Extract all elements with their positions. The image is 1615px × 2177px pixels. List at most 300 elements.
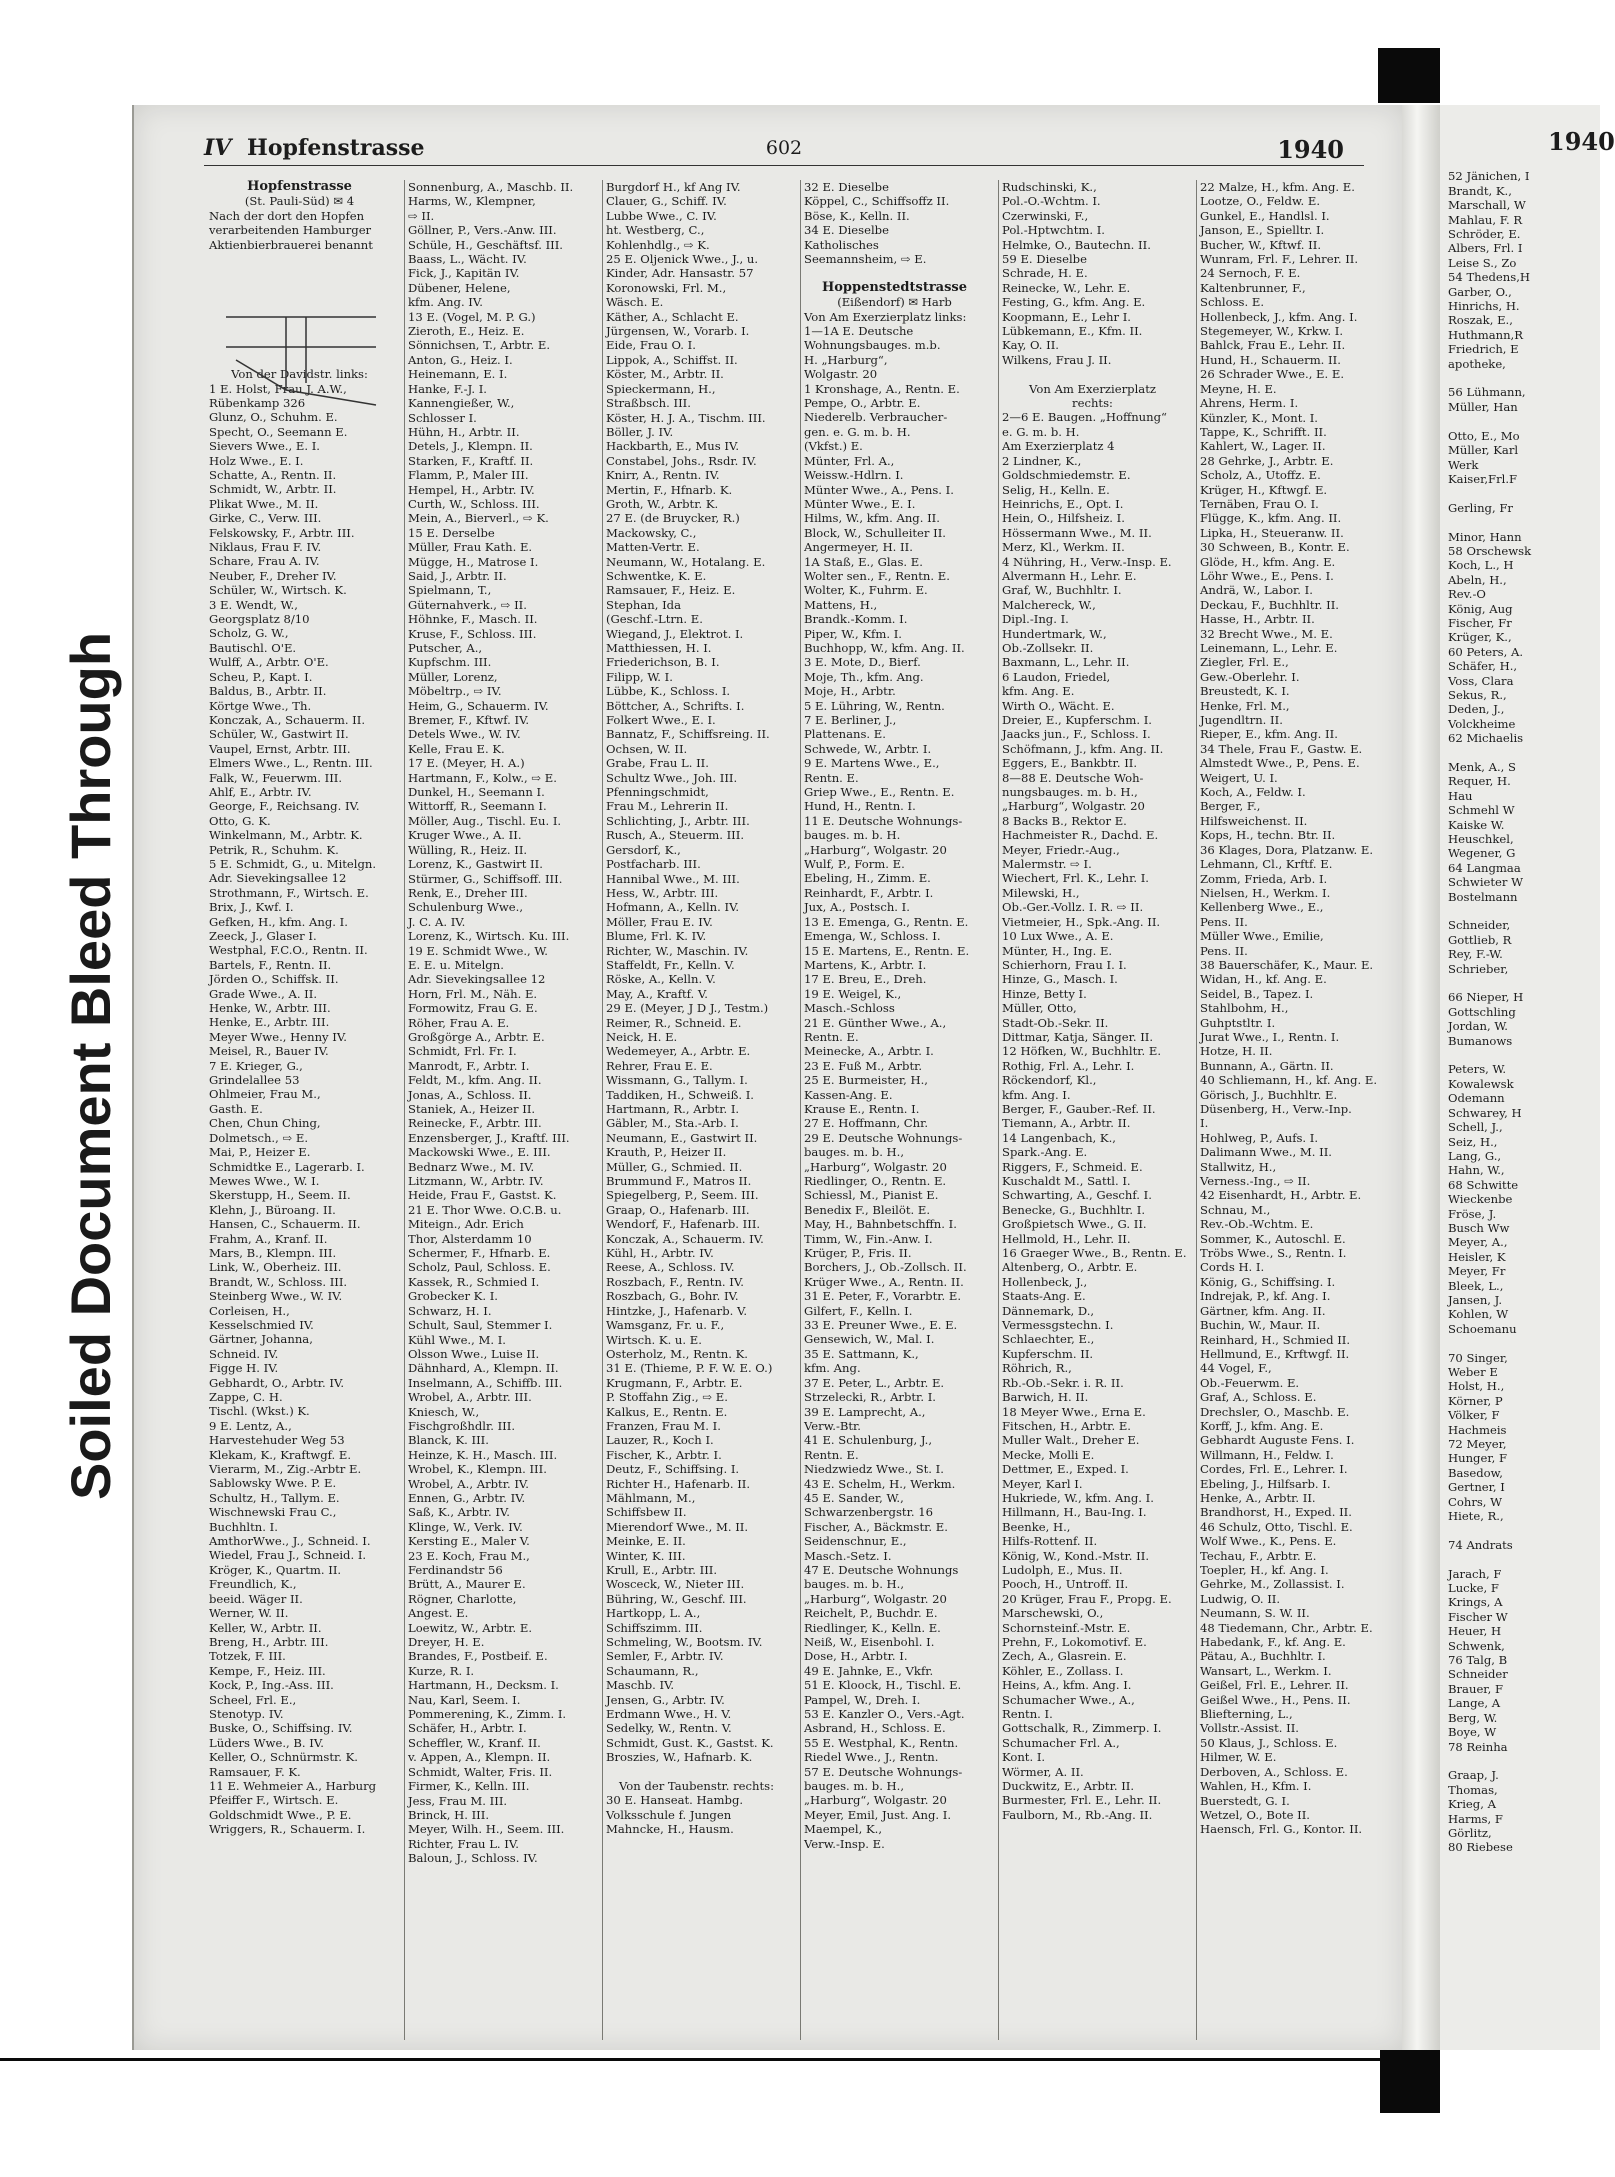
directory-entry: Ludolph, E., Mus. II. [1002, 1562, 1123, 1577]
directory-entry: Flügge, K., kfm. Ang. II. [1200, 511, 1342, 526]
top-right-black-bar [1378, 48, 1440, 103]
directory-entry: Gottschalk, R., Zimmerp. I. [1002, 1721, 1162, 1736]
directory-entry: Ahlf, E., Arbtr. IV. [209, 784, 312, 799]
directory-entry: Schmidt, Gust. K., Gastst. K. [606, 1735, 774, 1750]
directory-entry: kfm. Ang. [804, 1361, 861, 1376]
directory-entry: Neumann, W., Hotalang. E. [606, 554, 766, 569]
facing-page-entry: Requer, H. [1448, 774, 1511, 789]
directory-entry: Rieper, E., kfm. Ang. II. [1200, 727, 1338, 742]
facing-page-entry: 80 Riebese [1448, 1840, 1513, 1855]
directory-entry: 34 E. Dieselbe [804, 223, 889, 238]
facing-page-entry: Minor, Hann [1448, 529, 1522, 544]
directory-entry: Hess, W., Arbtr. III. [606, 885, 719, 900]
directory-entry: bauges. m. b. H., [804, 1577, 905, 1592]
directory-columns [206, 180, 1396, 2040]
directory-entry: Ternäben, Frau O. I. [1200, 496, 1319, 511]
directory-entry: Fick, J., Kapitän IV. [408, 266, 520, 281]
facing-page-entry: König, Aug [1448, 601, 1513, 616]
directory-entry: Korff, J., kfm. Ang. E. [1200, 1418, 1324, 1433]
directory-entry: Schwarting, A., Geschf. I. [1002, 1188, 1152, 1203]
street-map-diagram [216, 305, 386, 405]
directory-entry: Hackbarth, E., Mus IV. [606, 439, 740, 454]
directory-entry: Starken, F., Kraftf. II. [408, 453, 534, 468]
directory-entry: Ob.-Zollsekr. II. [1002, 640, 1094, 655]
directory-entry: Zappe, C. H. [209, 1390, 283, 1404]
directory-entry: Meyer, Wilh. H., Seem. III. [408, 1822, 565, 1837]
directory-entry: Nielsen, H., Werkm. I. [1200, 885, 1331, 900]
directory-entry: Röher, Frau A. E. [408, 1015, 510, 1030]
directory-entry: 8 Backs B., Rektor E. [1002, 813, 1127, 828]
directory-entry: Hilfsweichenst. II. [1200, 813, 1308, 828]
facing-page-entry: Graap, J. [1448, 1768, 1499, 1783]
directory-entry: 29 E. (Meyer, J D J., Testm.) [606, 1001, 769, 1016]
facing-page-entry: Müller, Han [1448, 399, 1518, 414]
directory-entry: Beenke, H., [1002, 1519, 1071, 1534]
directory-entry: Katholisches [804, 237, 879, 252]
directory-entry: 10 Lux Wwe., A. E. [1002, 929, 1114, 944]
directory-entry: Willmann, H., Feldw. I. [1200, 1447, 1334, 1462]
directory-entry: Buchhltn. I. [209, 1519, 278, 1534]
directory-entry: Dunkel, H., Seemann I. [408, 785, 545, 800]
directory-entry: Spiegelberg, P., Seem. III. [606, 1188, 759, 1203]
directory-entry: (St. Pauli-Süd) ✉ 4 [244, 194, 355, 209]
directory-entry: Aktienbierbrauerei benannt [209, 237, 373, 252]
facing-page-entry: Bleek, L., [1448, 1278, 1504, 1293]
facing-page-entry: Hachmeis [1448, 1422, 1507, 1437]
directory-entry: Heinze, K. H., Masch. III. [408, 1447, 558, 1462]
directory-entry: Ramsauer, F., Heiz. E. [606, 583, 736, 598]
facing-page-entry: Schell, J., [1448, 1120, 1503, 1135]
directory-entry: Wolf Wwe., K., Pens. E. [1200, 1534, 1337, 1549]
directory-entry: Böse, K., Kelln. II. [804, 208, 910, 223]
directory-entry: Faulborn, M., Rb.-Ang. II. [1002, 1807, 1153, 1822]
directory-entry: Schüler, W., Gastwirt II. [209, 727, 349, 742]
facing-page-entry: Gerling, Fr [1448, 500, 1513, 515]
directory-entry: Gersdorf, K., [606, 842, 681, 857]
directory-entry: 16 Graeger Wwe., B., Rentn. E. [1002, 1246, 1187, 1261]
directory-entry: Rudschinski, K., [1002, 180, 1097, 194]
directory-entry: 3 E. Mote, D., Bierf. [804, 655, 921, 670]
directory-entry: 19 E. Schmidt Wwe., W. [408, 943, 548, 958]
directory-entry: Meyer, Emil, Just. Ang. I. [804, 1807, 952, 1822]
directory-entry: Detels, J., Klempn. II. [408, 439, 533, 454]
directory-entry: Brandes, F., Postbeif. E. [408, 1649, 548, 1664]
directory-entry: Sommer, K., Autoschl. E. [1200, 1231, 1346, 1246]
directory-entry: Dännemark, D., [1002, 1303, 1095, 1318]
directory-entry: Grobecker K. I. [408, 1289, 498, 1304]
facing-page-entry: Schwenk, [1448, 1638, 1505, 1653]
facing-page-entry: 58 Orschewsk [1448, 543, 1532, 558]
facing-page-entry: Kaiske W. [1448, 817, 1505, 832]
directory-entry: Hollenbeck, J., [1002, 1274, 1088, 1289]
facing-page-entry: Otto, E., Mo [1448, 428, 1520, 443]
facing-page-entry [1448, 1754, 1598, 1768]
directory-entry: Krauth, P., Heizer II. [606, 1145, 727, 1160]
directory-entry: Fischer, K., Arbtr. I. [606, 1447, 722, 1462]
facing-page-entry: 68 Schwitte [1448, 1177, 1519, 1192]
directory-entry: Putscher, A., [408, 641, 483, 655]
facing-page-entry: Krüger, K., [1448, 630, 1512, 645]
directory-entry: Schatte, A., Rentn. II. [209, 468, 337, 482]
directory-entry: Kupfschm. III. [408, 655, 492, 670]
directory-entry: Friederichson, B. I. [606, 655, 720, 670]
directory-entry: Guhptstltr. I. [1200, 1015, 1276, 1030]
directory-entry: 39 E. Lamprecht, A., [804, 1404, 926, 1419]
directory-entry: Stadt-Ob.-Sekr. II. [1002, 1015, 1109, 1030]
directory-entry: Baloun, J., Schloss. IV. [408, 1851, 538, 1866]
directory-entry: Schüle, H., Geschäftsf. III. [408, 237, 563, 252]
facing-page-entry: 60 Peters, A. [1448, 644, 1524, 659]
directory-entry: Tiemann, A., Arbtr. II. [1002, 1116, 1131, 1131]
directory-entry: Steinberg Wwe., W. IV. [209, 1289, 343, 1304]
facing-page-entry: Rey, F.-W. [1448, 947, 1503, 962]
directory-entry: Reichelt, P., Buchdr. E. [804, 1606, 938, 1621]
directory-entry: Zeeck, J., Glaser I. [209, 929, 317, 943]
directory-entry: Masch.-Setz. I. [804, 1548, 892, 1563]
directory-entry: Grindelallee 53 [209, 1073, 300, 1088]
facing-page-entry [1448, 371, 1598, 385]
directory-entry: Am Exerzierplatz 4 [1002, 439, 1115, 454]
directory-entry: Wiegand, J., Elektrot. I. [606, 626, 744, 641]
directory-entry: Selig, H., Kelln. E. [1002, 482, 1110, 497]
directory-entry: Knirr, A., Rentn. IV. [606, 468, 720, 483]
directory-entry: Schornsteinf.-Mstr. E. [1002, 1620, 1131, 1635]
directory-entry: Kniesch, W., [408, 1404, 480, 1419]
directory-entry: Baldus, B., Arbtr. II. [209, 684, 327, 699]
directory-entry: Pampel, W., Dreh. I. [804, 1692, 921, 1707]
directory-entry: Kelle, Frau E. K. [408, 741, 505, 756]
directory-entry: verarbeitenden Hamburger [209, 223, 372, 238]
directory-entry [206, 252, 390, 266]
directory-entry: Brinck, H. III. [408, 1807, 490, 1822]
directory-entry: Schmidt, Frl. Fr. I. [408, 1044, 517, 1059]
directory-entry: Schöfmann, J., kfm. Ang. II. [1002, 741, 1164, 756]
facing-page-entry: Werk [1448, 457, 1479, 472]
directory-entry: Zomm, Frieda, Arb. I. [1200, 871, 1328, 886]
directory-entry: Wiechert, Frl. K., Lehr. I. [1002, 871, 1149, 886]
directory-entry: 2—6 E. Baugen. „Hoffnung“ [1002, 410, 1167, 425]
directory-entry: Emenga, W., Schloss. I. [804, 929, 941, 944]
directory-entry: Heinrichs, E., Opt. I. [1002, 496, 1124, 511]
directory-entry: Stahlbohm, H., [1200, 1001, 1289, 1016]
directory-entry: Falk, W., Feuerwm. III. [209, 770, 343, 785]
directory-entry: Bühring, W., Geschf. III. [606, 1591, 747, 1606]
directory-entry: Renk, E., Dreher III. [408, 885, 528, 900]
directory-column-1 [206, 180, 390, 2040]
directory-entry: 28 Gehrke, J., Arbtr. E. [1200, 453, 1334, 468]
directory-entry: Jugendltrn. II. [1200, 713, 1283, 728]
directory-entry [603, 1765, 787, 1779]
directory-entry: Staats-Ang. E. [1002, 1289, 1086, 1304]
directory-entry: Kesselschmied IV. [209, 1317, 314, 1332]
facing-page-entry: Marschall, W [1448, 198, 1526, 213]
directory-entry: 32 Brecht Wwe., M. E. [1200, 626, 1333, 641]
directory-entry: Köster, H. J. A., Tischm. III. [606, 410, 766, 425]
directory-entry: kfm. Ang. E. [1002, 684, 1075, 699]
directory-entry: Gebhardt Auguste Fens. I. [1200, 1433, 1355, 1448]
directory-entry: Czerwinski, F., [1002, 208, 1089, 223]
facing-page-entry: Fischer, Fr [1448, 615, 1512, 630]
facing-page [1440, 105, 1615, 2050]
directory-entry: Schiffszimm. III. [606, 1620, 703, 1635]
directory-entry: Schnau, M., [1200, 1202, 1271, 1217]
directory-entry: Dittmar, Katja, Sänger. II. [1002, 1029, 1154, 1044]
directory-entry: Zech, A., Glasrein. E. [1002, 1649, 1127, 1664]
directory-entry: Heide, Frau F., Gastst. K. [408, 1188, 557, 1203]
facing-page-entry: Heuer, H [1448, 1624, 1502, 1639]
directory-entry: Nau, Karl, Seem. I. [408, 1692, 521, 1707]
facing-page-year: 1940 [1548, 127, 1615, 156]
directory-entry: Pens. II. [1200, 914, 1248, 929]
facing-page-entry: Gottlieb, R [1448, 932, 1512, 947]
directory-entry: Hartkopp, L. A., [606, 1606, 701, 1621]
directory-entry: Wiedel, Frau J., Schneid. I. [209, 1548, 367, 1563]
directory-entry: Bannatz, F., Schiffsreing. II. [606, 727, 770, 742]
directory-entry: König, W., Kond.-Mstr. II. [1002, 1548, 1150, 1563]
directory-entry: 42 Eisenhardt, H., Arbtr. E. [1200, 1188, 1362, 1203]
directory-entry: 31 E. Peter, F., Vorarbtr. E. [804, 1289, 962, 1304]
directory-entry: Heim, G., Schauerm. IV. [408, 698, 549, 713]
facing-page-entry: Menk, A., S [1448, 759, 1516, 774]
directory-entry: P. Stoffahn Zig., ⇨ E. [606, 1390, 728, 1405]
directory-entry: Duckwitz, E., Arbtr. II. [1002, 1779, 1135, 1794]
directory-entry: Inselmann, A., Schiffb. III. [408, 1375, 563, 1390]
directory-entry: 3 E. Wendt, W., [209, 597, 298, 612]
directory-entry: Hannibal Wwe., M. III. [606, 871, 740, 886]
page-number: 602 [765, 137, 803, 159]
directory-entry: Schare, Frau A. IV. [209, 554, 320, 569]
facing-page-entry: Odemann [1448, 1091, 1505, 1106]
directory-entry: Röske, A., Kelln. V. [606, 972, 716, 987]
directory-entry: Münter, H., Ing. E. [1002, 943, 1113, 958]
directory-entry: Seidenschnur, E., [804, 1534, 907, 1549]
facing-page-entry: Schrieber, [1448, 961, 1509, 976]
directory-entry: 27 E. Hoffmann, Chr. [804, 1116, 929, 1131]
directory-entry: Großgörge A., Arbtr. E. [408, 1029, 545, 1044]
directory-entry: 53 E. Kanzler O., Vers.-Agt. [804, 1707, 965, 1722]
directory-entry: Jux, A., Postsch. I. [804, 900, 910, 915]
directory-entry: Wolter, K., Fuhrm. E. [804, 583, 928, 598]
directory-entry: Wülling, R., Heiz. II. [408, 842, 528, 857]
facing-page-entry [1448, 904, 1598, 918]
condition-label-svg [18, 520, 123, 1520]
directory-entry: Riedlinger, O., Rentn. E. [804, 1174, 947, 1189]
directory-entry: Reimer, R., Schneid. E. [606, 1015, 742, 1030]
directory-entry: Fischgroßhdlr. III. [408, 1418, 516, 1433]
directory-entry: Marschewski, O., [1002, 1606, 1104, 1621]
directory-entry: Hellmold, H., Lehr. II. [1002, 1231, 1131, 1246]
directory-entry: Cords H. I. [1200, 1260, 1265, 1275]
directory-entry: „Harburg“, Wolgastr. 20 [804, 1793, 947, 1808]
facing-page-entry: Schoemanu [1448, 1321, 1517, 1336]
directory-entry: 30 Schween, B., Kontr. E. [1200, 540, 1350, 555]
directory-entry: Clauer, G., Schiff. IV. [606, 194, 727, 209]
directory-entry: 1 Kronshage, A., Rentn. E. [804, 381, 960, 396]
directory-entry: Görisch, J., Buchhltr. E. [1200, 1087, 1338, 1102]
facing-page-entry: Lucke, F [1448, 1581, 1499, 1596]
facing-page-entry: 74 Andrats [1448, 1537, 1513, 1552]
directory-entry: Möller, Frau E. IV. [606, 914, 713, 929]
directory-entry: 26 Schrader Wwe., E. E. [1200, 367, 1345, 382]
directory-entry: Mügge, H., Matrose I. [408, 554, 539, 569]
directory-entry: Angest. E. [408, 1606, 469, 1621]
directory-entry: Schult, Saul, Stemmer I. [408, 1318, 553, 1333]
directory-entry: Scheel, Frl. E., [209, 1692, 297, 1707]
directory-entry: Rentn. E. [804, 1029, 859, 1044]
directory-entry: 29 E. Deutsche Wohnungs- [804, 1130, 963, 1145]
directory-entry: Reese, A., Schloss. IV. [606, 1260, 735, 1275]
directory-entry: Glunz, O., Schuhm. E. [209, 410, 338, 425]
facing-page-entry: Meyer, Fr [1448, 1264, 1506, 1279]
directory-entry: Schüler, W., Wirtsch. K. [209, 583, 347, 598]
directory-entry: Asbrand, H., Schloss. E. [804, 1721, 946, 1736]
directory-entry: Flamm, P., Maler III. [408, 468, 529, 483]
facing-page-entry: Hinrichs, H. [1448, 299, 1520, 314]
facing-page-entry: Müller, Karl [1448, 443, 1519, 458]
facing-page-entry: Koch, L., H [1448, 558, 1514, 573]
directory-entry: Schumacher Wwe., A., [1002, 1692, 1135, 1707]
directory-entry: Staffeldt, Fr., Kelln. V. [606, 957, 735, 972]
directory-entry: Figge H. IV. [209, 1361, 279, 1376]
directory-entry: Kassek, R., Schmied I. [408, 1274, 540, 1289]
directory-entry: Detels Wwe., W. IV. [408, 727, 521, 742]
facing-page-entry: apotheke, [1448, 356, 1506, 371]
facing-page-entry: 56 Lühmann, [1448, 385, 1526, 400]
directory-entry: Thor, Alsterdamm 10 [408, 1231, 532, 1246]
facing-page-entry: Wieckenbe [1448, 1192, 1513, 1207]
directory-entry: Blume, Frl. K. IV. [606, 929, 707, 944]
directory-entry: Frau M., Lehrerin II. [606, 799, 729, 814]
facing-page-entry: 70 Singer, [1448, 1350, 1508, 1365]
directory-entry: Derboven, A., Schloss. E. [1200, 1764, 1348, 1779]
facing-page-entry: Deden, J., [1448, 702, 1505, 717]
facing-page-entry: Wegener, G [1448, 846, 1516, 861]
directory-entry: Verness.-Ing., ⇨ II. [1200, 1174, 1311, 1189]
facing-page-entry: Weber E [1448, 1364, 1498, 1379]
directory-entry: beeid. Wäger II. [209, 1591, 303, 1606]
directory-entry: Malchereck, W., [1002, 597, 1096, 612]
directory-entry: rechts: [1072, 396, 1113, 411]
directory-entry: Blanck, K. III. [408, 1433, 489, 1448]
directory-entry: Wosceck, W., Nieter III. [606, 1577, 745, 1592]
directory-entry: Schlichting, J., Arbtr. III. [606, 813, 750, 828]
directory-entry: Schiessl, M., Pianist E. [804, 1188, 939, 1203]
directory-entry: Enzensberger, J., Kraftf. III. [408, 1130, 570, 1145]
directory-entry: Kruger Wwe., A. II. [408, 828, 522, 843]
facing-page-entry: 52 Jänichen, I [1448, 169, 1530, 184]
directory-entry: Janson, E., Spielltr. I. [1200, 223, 1325, 238]
directory-entry [999, 367, 1183, 381]
directory-entry: Hartmann, R., Arbtr. I. [606, 1102, 740, 1116]
directory-entry: Kay, O. II. [1002, 338, 1059, 353]
directory-entry: „Harburg“, Wolgastr. 20 [804, 1159, 947, 1174]
directory-entry: Kinder, Adr. Hansastr. 57 [606, 266, 754, 281]
facing-page-entry: Friedrich, E [1448, 342, 1519, 357]
facing-page-entry: Kaiser,Frl.F [1448, 471, 1518, 486]
facing-page-entry: Bumanows [1448, 1033, 1513, 1048]
directory-entry: Volksschule f. Jungen [606, 1807, 732, 1822]
directory-entry: Henke, A., Arbtr. II. [1200, 1490, 1316, 1505]
directory-entry: Körtge Wwe., Th. [209, 698, 312, 713]
directory-entry: Schierhorn, Frau I. I. [1002, 957, 1127, 972]
directory-entry: Neick, H. E. [606, 1029, 678, 1044]
facing-page-entry: Albers, Frl. I [1448, 241, 1523, 256]
directory-entry: Vermessgstechn. I. [1002, 1318, 1114, 1333]
directory-entry: Buchin, W., Maur. II. [1200, 1318, 1321, 1333]
directory-entry: Ebeling, H., Zimm. E. [804, 871, 931, 886]
directory-entry: 19 E. Weigel, K., [804, 986, 902, 1001]
facing-page-entry: Völker, F [1448, 1408, 1500, 1423]
directory-entry: Schermer, F., Hfnarb. E. [408, 1246, 551, 1261]
directory-entry: Heins, A., kfm. Ang. I. [1002, 1678, 1132, 1693]
facing-page-entry: 78 Reinha [1448, 1739, 1508, 1754]
directory-entry: Riedlinger, K., Kelln. E. [804, 1620, 941, 1635]
directory-entry: Skerstupp, H., Seem. II. [209, 1188, 351, 1203]
facing-page-entry: Garber, O., [1448, 284, 1512, 299]
directory-entry: Kellenberg Wwe., E., [1200, 900, 1324, 915]
directory-entry: 2 Lindner, K., [1002, 453, 1082, 468]
facing-page-entry: Hau [1448, 788, 1473, 803]
directory-entry: Dreier, E., Kupferschm. I. [1002, 713, 1152, 728]
directory-entry: Stephan, Ida [606, 597, 682, 612]
directory-entry: Kassen-Ang. E. [804, 1087, 893, 1102]
directory-entry: v. Appen, A., Klempn. II. [408, 1750, 551, 1765]
directory-entry: Gensewich, W., Mal. I. [804, 1332, 935, 1347]
directory-entry: Seidel, B., Tapez. I. [1200, 986, 1314, 1001]
directory-entry: 22 Malze, H., kfm. Ang. E. [1200, 180, 1355, 194]
directory-entry: Gehrke, M., Zollassist. I. [1200, 1577, 1345, 1592]
facing-page-entry [1448, 486, 1598, 500]
directory-entry: Von der Taubenstr. rechts: [618, 1779, 775, 1794]
directory-entry: 15 E. Derselbe [408, 525, 495, 540]
directory-entry: Constabel, Johs., Rsdr. IV. [606, 453, 757, 468]
directory-entry: Toepler, H., kf. Ang. I. [1200, 1563, 1329, 1577]
directory-entry: Vollstr.-Assist. II. [1200, 1721, 1299, 1736]
directory-entry: Habedank, F., kf. Ang. E. [1200, 1635, 1346, 1650]
directory-entry: Schumacher Frl. A., [1002, 1735, 1120, 1750]
directory-entry: Tischl. (Wkst.) K. [209, 1404, 310, 1419]
directory-entry: Rübenkamp 326 [209, 395, 306, 410]
directory-entry: Plikat Wwe., M. II. [209, 496, 319, 511]
facing-page-entry: Gertner, I [1448, 1480, 1505, 1495]
directory-entry: I. [1200, 1116, 1209, 1131]
directory-entry: Köhler, E., Zollass. I. [1002, 1663, 1124, 1678]
directory-entry: Merz, Kl., Werkm. II. [1002, 540, 1125, 555]
directory-entry: Düsenberg, H., Verw.-Inp. [1200, 1102, 1352, 1116]
directory-entry: Lorenz, K., Wirtsch. Ku. III. [408, 929, 570, 944]
directory-entry: Kont. I. [1002, 1750, 1046, 1765]
directory-entry: Pätau, A., Buchhltr. I. [1200, 1649, 1326, 1664]
directory-entry: Lipka, H., Steueranw. II. [1200, 525, 1344, 540]
directory-entry: Rev.-Ob.-Wchtm. E. [1200, 1217, 1314, 1232]
directory-entry: Ferdinandstr 56 [408, 1563, 503, 1577]
directory-entry: Brummund F., Matros II. [606, 1174, 752, 1189]
directory-entry: Klehn, J., Büroang. II. [209, 1202, 336, 1217]
directory-entry: Müller, G., Schmied. II. [606, 1159, 743, 1174]
facing-page-entry: Holst, H., [1448, 1379, 1505, 1394]
directory-entry: Hinze, G., Masch. I. [1002, 972, 1118, 987]
facing-page-entry: Schwarey, H [1448, 1105, 1522, 1120]
directory-entry: 18 Meyer Wwe., Erna E. [1002, 1404, 1146, 1419]
directory-entry: Angermeyer, H. II. [804, 540, 913, 555]
directory-entry: 31 E. (Thieme, P. F. W. E. O.) [606, 1361, 773, 1376]
directory-entry: 1 E. Holst, Frau J. A.W., [209, 381, 347, 396]
directory-entry: 11 E. Wehmeier A., Harburg [209, 1778, 377, 1793]
directory-entry: Lüders Wwe., B. IV. [209, 1735, 324, 1750]
directory-entry: Wedemeyer, A., Arbtr. E. [606, 1044, 751, 1059]
directory-entry: 45 E. Sander, W., [804, 1490, 904, 1505]
directory-entry: Kruse, F., Schloss. III. [408, 626, 537, 641]
